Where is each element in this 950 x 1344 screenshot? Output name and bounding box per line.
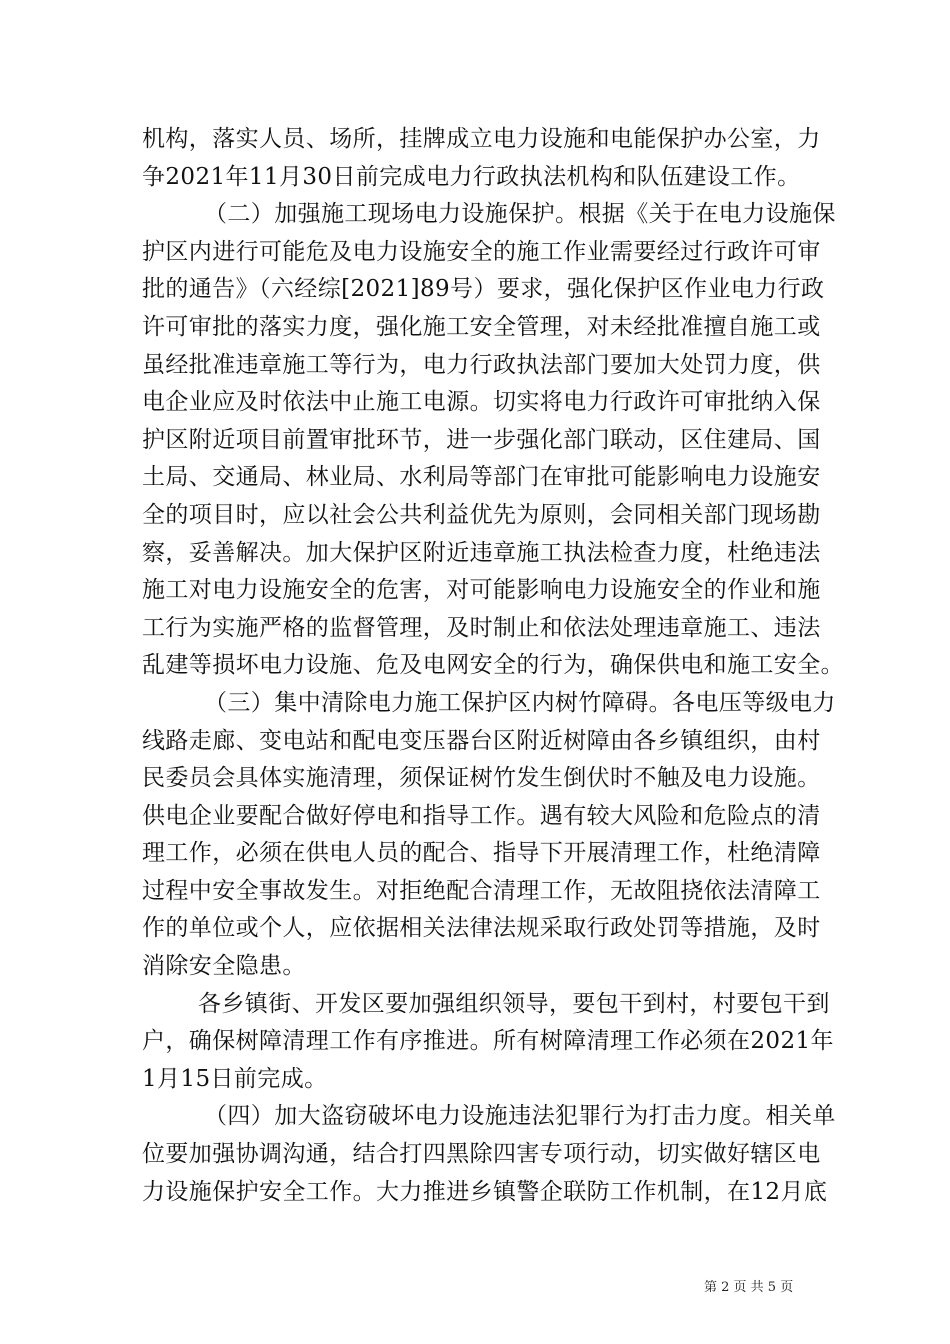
text-line: 消除安全隐患。 xyxy=(142,953,306,980)
text-line: 批的通告》（六经综[2021]89号）要求，强化保护区作业电力行政 xyxy=(142,276,825,303)
text-line: 力设施保护安全工作。大力推进乡镇警企联防工作机制，在12月底 xyxy=(142,1178,828,1205)
text-line: 理工作，必须在供电人员的配合、指导下开展清理工作，杜绝清障 xyxy=(142,840,821,867)
page-number-footer: 第 2 页 共 5 页 xyxy=(704,1280,794,1295)
text-line: 许可审批的落实力度，强化施工安全管理，对未经批准擅自施工或 xyxy=(142,313,821,340)
text-line: 机构，落实人员、场所，挂牌成立电力设施和电能保护办公室，力 xyxy=(142,126,821,152)
paragraph-start-line: 各乡镇街、开发区要加强组织领导，要包干到村，村要包干到 xyxy=(198,990,830,1017)
text-line: 过程中安全事故发生。对拒绝配合清理工作，无故阻挠依法清障工 xyxy=(142,877,821,904)
text-line: 线路走廊、变电站和配电变压器台区附近树障由各乡镇组织，由村 xyxy=(142,727,821,754)
text-line: 电企业应及时依法中止施工电源。切实将电力行政许可审批纳入保 xyxy=(142,389,821,416)
text-line: 乱建等损坏电力设施、危及电网安全的行为，确保供电和施工安全。 xyxy=(142,652,844,679)
text-line: 民委员会具体实施清理，须保证树竹发生倒伏时不触及电力设施。 xyxy=(142,765,821,792)
text-line: 施工对电力设施安全的危害，对可能影响电力设施安全的作业和施 xyxy=(142,577,821,604)
text-line: 作的单位或个人，应依据相关法律法规采取行政处罚等措施，及时 xyxy=(142,915,821,942)
text-line: 争2021年11月30日前完成电力行政执法机构和队伍建设工作。 xyxy=(142,163,801,190)
text-line: 供电企业要配合做好停电和指导工作。遇有较大风险和危险点的清 xyxy=(142,802,821,829)
text-line: 察，妥善解决。加大保护区附近违章施工执法检查力度，杜绝违法 xyxy=(142,539,821,566)
section-heading-line: （四）加大盗窃破坏电力设施违法犯罪行为打击力度。相关单 xyxy=(204,1103,836,1130)
text-line: 虽经批准违章施工等行为，电力行政执法部门要加大处罚力度，供 xyxy=(142,351,821,378)
text-line: 护区附近项目前置审批环节，进一步强化部门联动，区住建局、国 xyxy=(142,426,821,453)
text-line: 土局、交通局、林业局、水利局等部门在审批可能影响电力设施安 xyxy=(142,464,821,491)
text-line: 位要加强协调沟通，结合打四黑除四害专项行动，切实做好辖区电 xyxy=(142,1141,821,1168)
section-heading-line: （三）集中清除电力施工保护区内树竹障碍。各电压等级电力 xyxy=(204,689,836,716)
text-line: 护区内进行可能危及电力设施安全的施工作业需要经过行政许可审 xyxy=(142,238,821,265)
section-heading-line: （二）加强施工现场电力设施保护。根据《关于在电力设施保 xyxy=(204,201,836,228)
text-line: 全的项目时，应以社会公共利益优先为原则，会同相关部门现场勘 xyxy=(142,501,821,528)
text-line: 1月15日前完成。 xyxy=(142,1065,328,1092)
text-line: 户，确保树障清理工作有序推进。所有树障清理工作必须在2021年 xyxy=(142,1028,834,1055)
document-body xyxy=(142,121,844,1211)
text-line: 工行为实施严格的监督管理，及时制止和依法处理违章施工、违法 xyxy=(142,614,821,641)
